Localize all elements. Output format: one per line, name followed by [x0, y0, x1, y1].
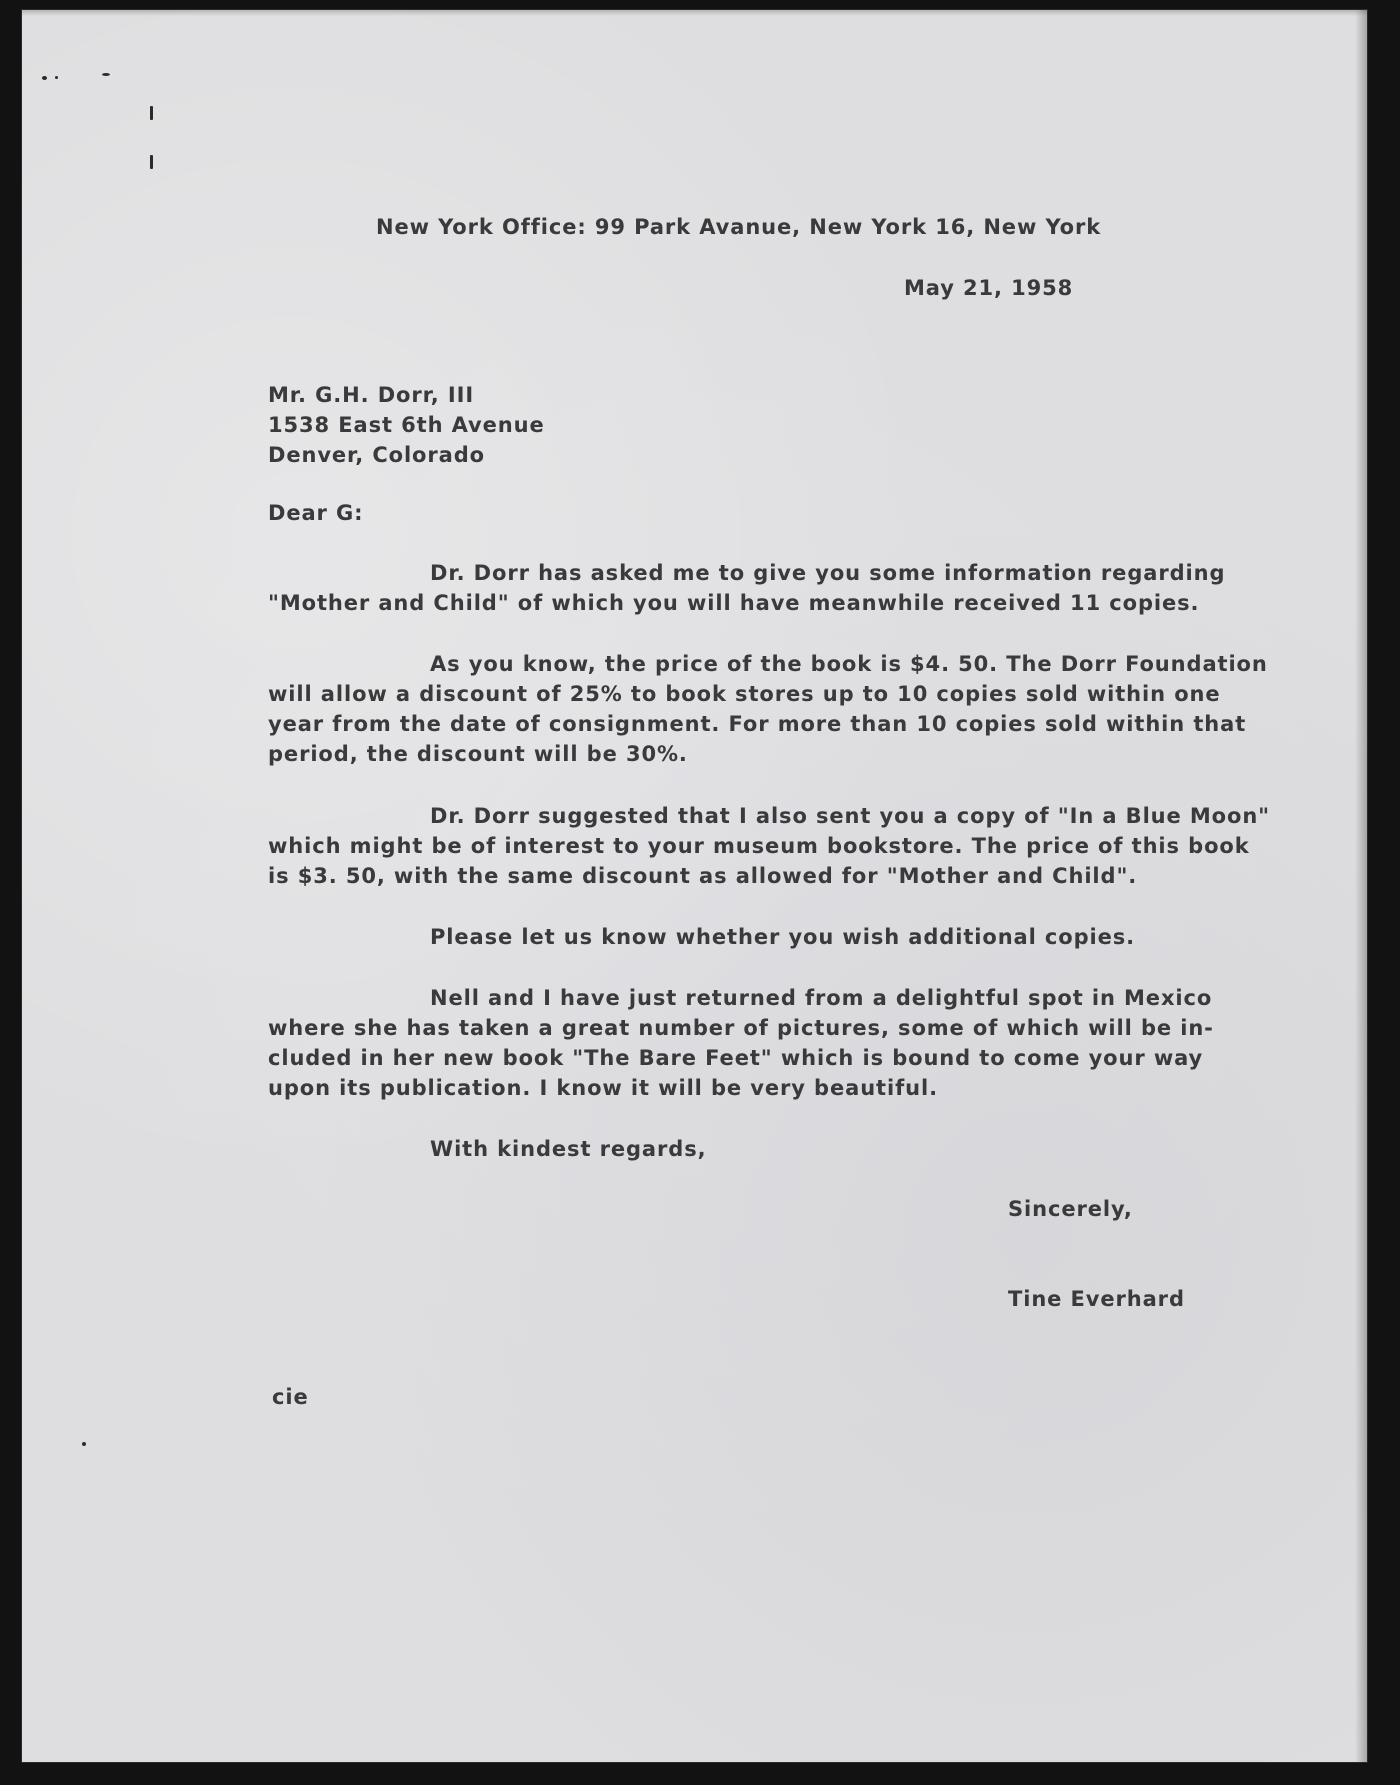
paragraph-line: year from the date of consignment. For more than 10 copies sold within that: [268, 712, 1247, 736]
paper-right-shadow: [1355, 10, 1367, 1762]
paper-top-shadow: [22, 10, 1367, 16]
staple-mark: [150, 155, 153, 169]
letter-page: [22, 10, 1367, 1762]
paper-speck: [82, 1442, 86, 1446]
paragraph-5: [268, 983, 1214, 1103]
typist-initials: cie: [272, 1385, 309, 1409]
paper-speck: [42, 76, 47, 80]
recipient-address: [268, 380, 545, 470]
paragraph-line: Please let us know whether you wish additional copies.: [430, 925, 1136, 949]
paragraph-line: period, the discount will be 30%.: [268, 742, 688, 766]
paragraph-4: [268, 922, 1135, 952]
paragraph-line: Dr. Dorr has asked me to give you some information regarding: [430, 561, 1226, 585]
recipient-city: Denver, Colorado: [268, 443, 485, 467]
paragraph-line: where she has taken a great number of pictures, some of which will be in-: [268, 1016, 1214, 1040]
paragraph-line: Nell and I have just returned from a delightful spot in Mexico: [430, 986, 1213, 1010]
paper-speck: [55, 76, 58, 79]
paper-speck: [102, 73, 110, 76]
paragraph-line: As you know, the price of the book is $4. 50. The Dorr Foundation: [430, 652, 1268, 676]
closing: Sincerely,: [1008, 1197, 1133, 1221]
paragraph-2: [268, 649, 1268, 769]
paragraph-1: [268, 558, 1225, 618]
paragraph-3: [268, 801, 1270, 891]
paragraph-line: Dr. Dorr suggested that I also sent you a copy of "In a Blue Moon": [430, 804, 1271, 828]
letterhead: New York Office: 99 Park Avanue, New York 16, New York: [376, 215, 1102, 239]
paragraph-line: upon its publication. I know it will be very beautiful.: [268, 1076, 938, 1100]
salutation: Dear G:: [268, 501, 364, 525]
letter-date: May 21, 1958: [904, 276, 1074, 300]
paragraph-line: is $3. 50, with the same discount as allowed for "Mother and Child".: [268, 864, 1138, 888]
paragraph-line: which might be of interest to your museum bookstore. The price of this book: [268, 834, 1250, 858]
regards: With kindest regards,: [430, 1137, 707, 1161]
paragraph-line: "Mother and Child" of which you will have meanwhile received 11 copies.: [268, 591, 1200, 615]
recipient-name: Mr. G.H. Dorr, III: [268, 383, 475, 407]
signature-name: Tine Everhard: [1008, 1287, 1185, 1311]
staple-mark: [150, 106, 153, 120]
paragraph-line: cluded in her new book "The Bare Feet" which is bound to come your way: [268, 1046, 1204, 1070]
recipient-street: 1538 East 6th Avenue: [268, 413, 545, 437]
paragraph-line: will allow a discount of 25% to book stores up to 10 copies sold within one: [268, 682, 1221, 706]
